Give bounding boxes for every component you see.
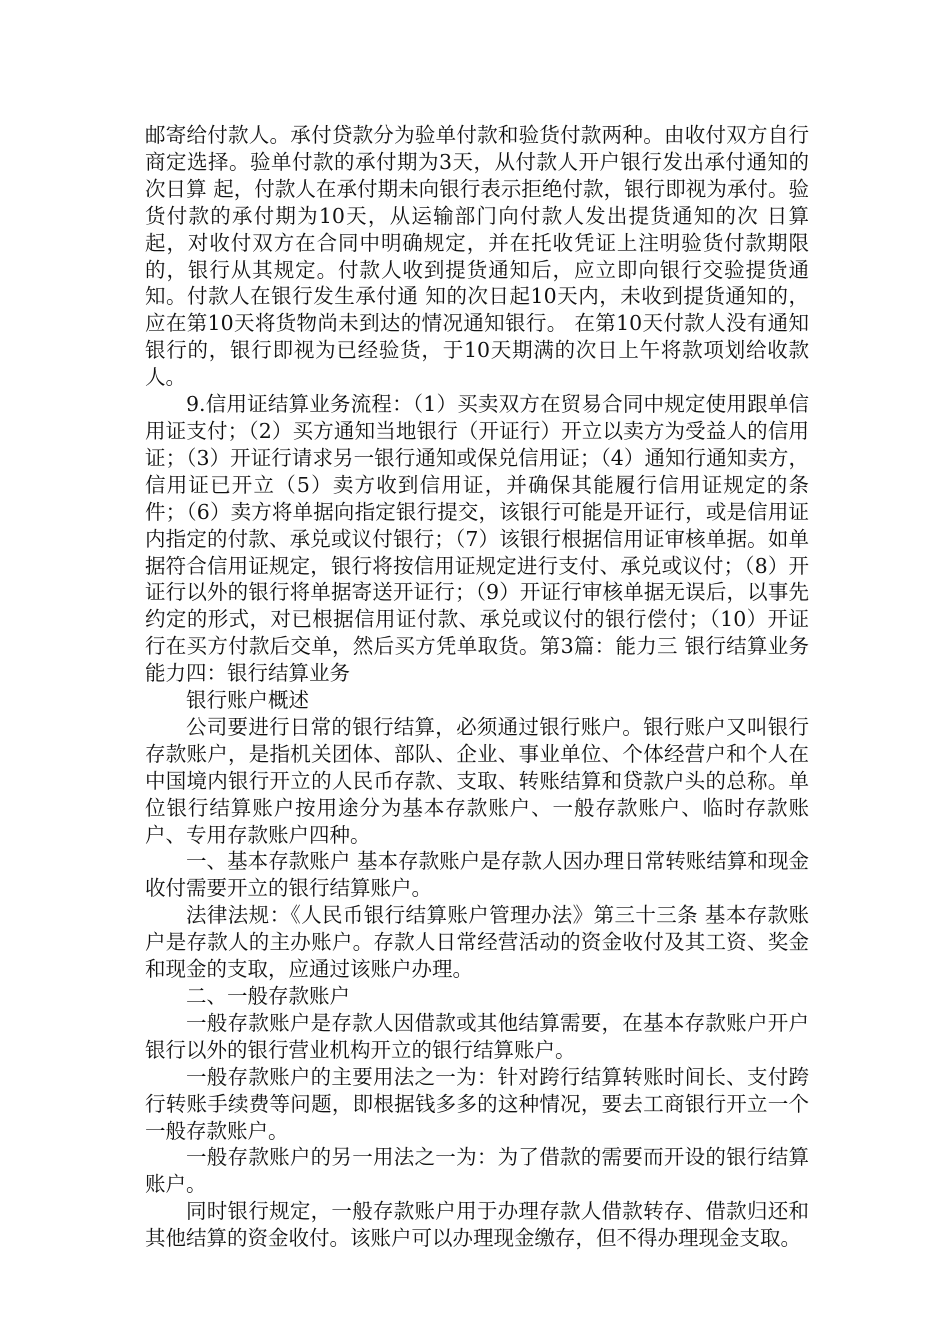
paragraph-8: 一般存款账户的另一用法之一为：为了借款的需要而开设的银行结算账户。 bbox=[145, 1145, 809, 1197]
paragraph-2: 9.信用证结算业务流程：（1）买卖双方在贸易合同中规定使用跟单信用证支付；（2）买方通知当地银行（开证行）开立以卖方为受益人的信用证；（3）开证行请求另一银行通知或保兑信用证；（4）通知行通知卖方，信用证已开立（5）卖方收到信用证，并确保其能履行信用证规定的条件；（6）卖方将单据向指定银行提交，该银行可能是开证行，或是信用证内指定的付款、承兑或议付银行；（7）该银行根据信用证审核单据。如单据符合信用证规定，银行将按信用证规定进行支付、承兑或议付；（8）开证行以外的银行将单据寄送开证行；（9）开证行审核单据无误后，以事先约定的形式，对已根据信用证付款、承兑或议付的银行偿付；（10）开证行在买方付款后交单，然后买方凭单取货。第3篇：能力三 银行结算业务能力四：银行结算业务 bbox=[145, 392, 809, 686]
paragraph-9: 同时银行规定，一般存款账户用于办理存款人借款转存、借款归还和其他结算的资金收付。该账户可以办理现金缴存，但不得办理现金支取。 bbox=[145, 1199, 809, 1251]
paragraph-4: 一、基本存款账户 基本存款账户是存款人因办理日常转账结算和现金收付需要开立的银行结算账户。 bbox=[145, 849, 809, 901]
section-heading-bank-account-overview: 银行账户概述 bbox=[186, 688, 309, 713]
paragraph-3: 公司要进行日常的银行结算，必须通过银行账户。银行账户又叫银行存款账户，是指机关团体、部队、企业、事业单位、个体经营户和个人在中国境内银行开立的人民币存款、支取、转账结算和贷款户头的总称。单位银行结算账户按用途分为基本存款账户、一般存款账户、临时存款账户、专用存款账户四种。 bbox=[145, 714, 809, 847]
paragraph-7: 一般存款账户的主要用法之一为：针对跨行结算转账时间长、支付跨行转账手续费等问题，即根据钱多多的这种情况，要去工商银行开立一个一般存款账户。 bbox=[145, 1064, 809, 1143]
paragraph-5: 法律法规：《人民币银行结算账户管理办法》第三十三条 基本存款账户是存款人的主办账户。存款人日常经营活动的资金收付及其工资、奖金和现金的支取，应通过该账户办理。 bbox=[145, 903, 809, 982]
document-page bbox=[145, 122, 809, 1252]
paragraph-1: 邮寄给付款人。承付贷款分为验单付款和验货付款两种。由收付双方自行商定选择。验单付款的承付期为3天，从付款人开户银行发出承付通知的次日算 起，付款人在承付期未向银行表示拒绝付款，银行即视为承付。验货付款的承付期为10天，从运输部门向付款人发出提货通知的次 日算起，对收付双方在合同中明确规定，并在托收凭证上注明验货付款期限的，银行从其规定。付款人收到提货通知后，应立即向银行交验提货通知。付款人在银行发生承付通 知的次日起10天内，未收到提货通知的，应在第10天将货物尚未到达的情况通知银行。 在第10天付款人没有通知银行的，银行即视为已经验货，于10天期满的次日上午将款项划给收款人。 bbox=[145, 123, 809, 390]
paragraph-6: 一般存款账户是存款人因借款或其他结算需要，在基本存款账户开户银行以外的银行营业机构开立的银行结算账户。 bbox=[145, 1010, 809, 1062]
section-heading-general-account: 二、一般存款账户 bbox=[186, 984, 350, 1008]
